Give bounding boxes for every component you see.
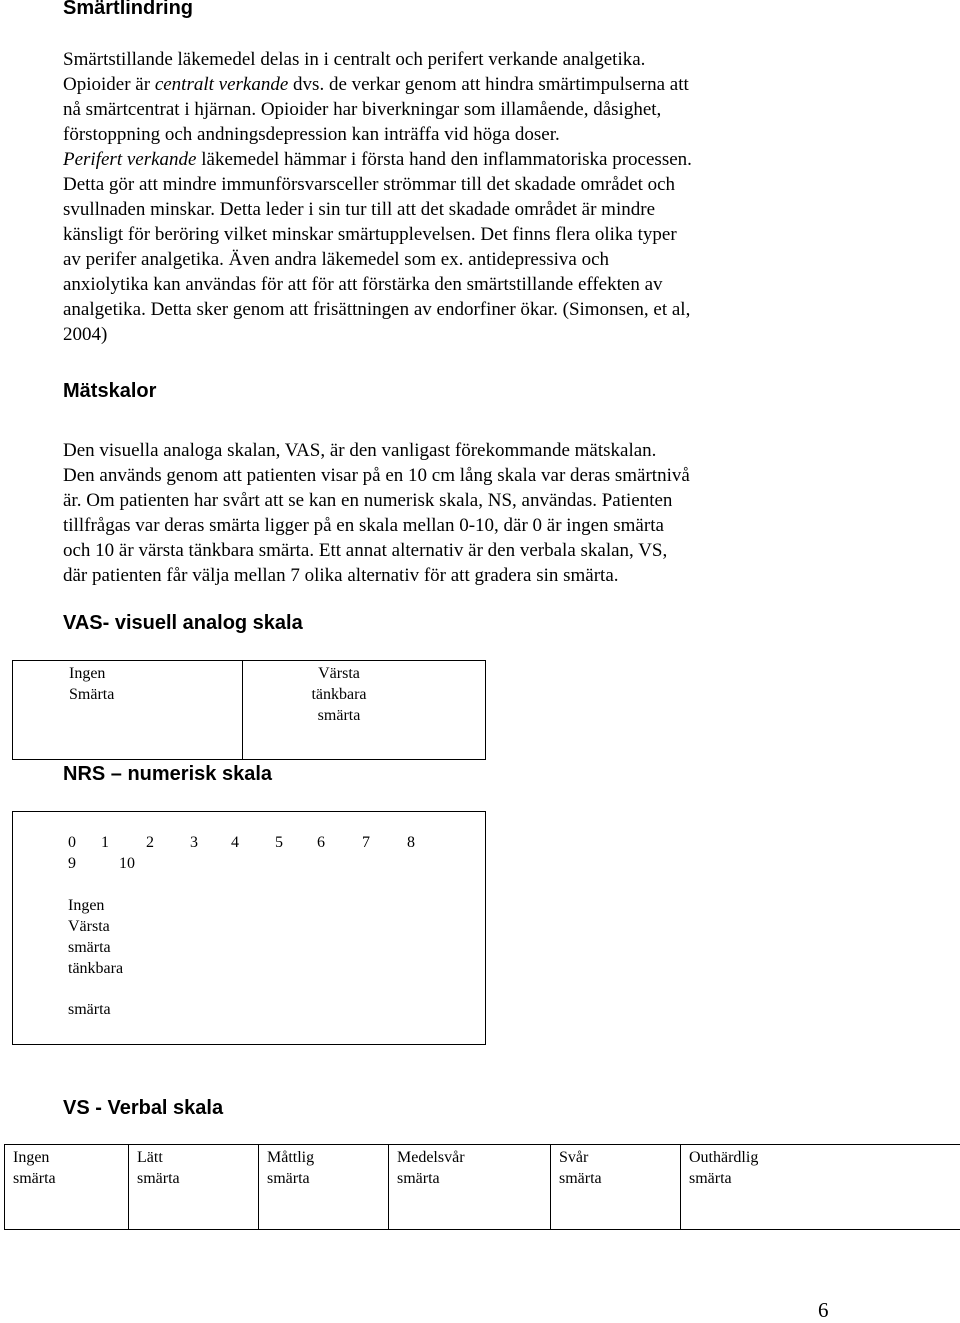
vs-cell-label: Svår [559, 1149, 589, 1166]
paragraph-line: analgetika. Detta sker genom att frisättningen av endorfiner ökar. (Simonsen, et al, [63, 299, 691, 320]
nrs-label: smärta [68, 1001, 111, 1018]
paragraph-line: nå smärtcentrat i hjärnan. Opioider har biverkningar som illamående, dåsighet, [63, 99, 662, 120]
paragraph-line: och 10 är värsta tänkbara smärta. Ett annat alternativ är den verbala skalan, VS, [63, 540, 668, 561]
nrs-label: tänkbara [68, 960, 124, 977]
nrs-number: 2 [146, 834, 154, 851]
emphasis-text: centralt verkande [154, 74, 289, 95]
vs-divider [128, 1144, 129, 1230]
nrs-number: 5 [275, 834, 283, 851]
paragraph-line: Den används genom att patienten visar på en 10 cm lång skala var deras smärtnivå [63, 465, 690, 486]
nrs-number: 1 [101, 834, 109, 851]
paragraph-line: 2004) [63, 324, 108, 345]
paragraph-line: av perifer analgetika. Även andra läkemedel som ex. antidepressiva och [63, 249, 610, 270]
heading-vs: VS - Verbal skala [63, 1097, 224, 1119]
nrs-number: 6 [317, 834, 325, 851]
vas-right-label-line1: Värsta [318, 665, 360, 682]
text-run: Opioider är [63, 74, 155, 95]
vs-cell-label: smärta [689, 1170, 732, 1187]
paragraph-line: Den visuella analoga skalan, VAS, är den vanligast förekommande mätskalan. [63, 440, 657, 461]
vs-divider [258, 1144, 259, 1230]
heading-nrs: NRS – numerisk skala [63, 763, 272, 785]
vs-divider [680, 1144, 681, 1230]
emphasis-text: Perifert verkande [63, 149, 197, 170]
paragraph-line: tillfrågas var deras smärta ligger på en skala mellan 0-10, där 0 är ingen smärta [63, 515, 664, 536]
paragraph-line: är. Om patienten har svårt att se kan en numerisk skala, NS, användas. Patienten [63, 490, 673, 511]
vs-cell-label: Medelsvår [397, 1149, 465, 1166]
heading-matskalor: Mätskalor [63, 380, 157, 402]
vas-scale-box [12, 660, 486, 760]
page-number: 6 [818, 1298, 829, 1322]
paragraph-line: anxiolytika kan användas för att för att förstärka den smärtstillande effekten av [63, 274, 663, 295]
vs-scale-table [4, 1144, 960, 1230]
text-run: dvs. de verkar genom att hindra smärtimpulserna att [288, 74, 689, 95]
vas-divider [242, 660, 243, 760]
nrs-number: 9 [68, 855, 76, 872]
vs-cell-label: Outhärdlig [689, 1149, 759, 1166]
nrs-number: 3 [190, 834, 198, 851]
paragraph-line: förstoppning och andningsdepression kan inträffa vid höga doser. [63, 124, 560, 145]
nrs-number: 7 [362, 834, 370, 851]
paragraph-line: där patienten får välja mellan 7 olika alternativ för att gradera sin smärta. [63, 565, 619, 586]
nrs-number: 8 [407, 834, 415, 851]
nrs-number: 4 [231, 834, 239, 851]
vs-cell-label: smärta [137, 1170, 180, 1187]
vs-cell-label: Ingen [13, 1149, 50, 1166]
heading-smartlindring: Smärtlindring [63, 0, 194, 19]
vas-left-label-line2: Smärta [69, 686, 115, 703]
vs-cell-label: smärta [267, 1170, 310, 1187]
vas-left-label-line1: Ingen [69, 665, 106, 682]
paragraph-line: känsligt för beröring vilket minskar smärtupplevelsen. Det finns flera olika typer [63, 224, 677, 245]
nrs-number: 0 [68, 834, 76, 851]
paragraph-line: Detta gör att mindre immunförsvarsceller strömmar till det skadade området och [63, 174, 676, 195]
paragraph-line [63, 147, 692, 172]
heading-vas: VAS- visuell analog skala [63, 612, 303, 634]
vs-cell-label: Lätt [137, 1149, 163, 1166]
text-run: läkemedel hämmar i första hand den inflammatoriska processen. [196, 149, 692, 170]
paragraph-line [63, 72, 689, 97]
vs-cell-label: smärta [397, 1170, 440, 1187]
paragraph-line: Smärtstillande läkemedel delas in i centralt och perifert verkande analgetika. [63, 49, 646, 70]
nrs-label: Ingen [68, 897, 105, 914]
vs-cell-label: smärta [559, 1170, 602, 1187]
nrs-scale-box [12, 811, 486, 1045]
vs-divider [388, 1144, 389, 1230]
vs-divider [550, 1144, 551, 1230]
vs-cell-label: Måttlig [267, 1149, 315, 1166]
vas-right-label-line3: smärta [317, 707, 361, 724]
vs-cell-label: smärta [13, 1170, 56, 1187]
nrs-label: Värsta [68, 918, 110, 935]
nrs-label: smärta [68, 939, 111, 956]
paragraph-line: svullnaden minskar. Detta leder i sin tur till att det skadade området är mindre [63, 199, 655, 220]
nrs-number: 10 [119, 855, 135, 872]
vas-right-label-line2: tänkbara [311, 686, 367, 703]
